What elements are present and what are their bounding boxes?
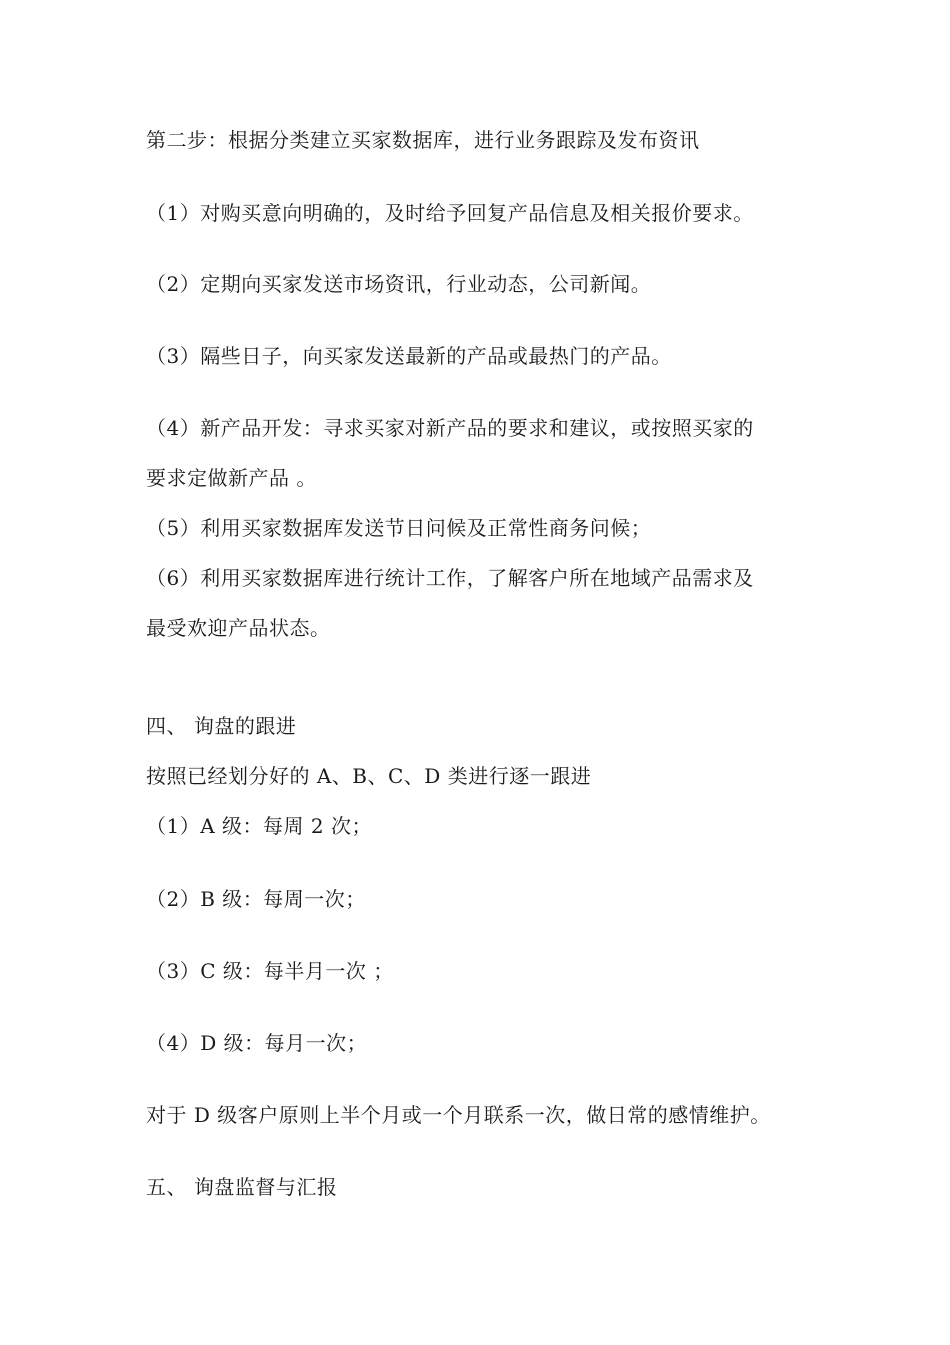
grade-d-note: 对于 D 级客户原则上半个月或一个月联系一次，做日常的感情维护。 [146,1103,771,1127]
section-four-heading: 四、 询盘的跟进 [146,714,297,738]
section-five-heading: 五、 询盘监督与汇报 [146,1175,338,1199]
grade-c-item: （3）C 级：每半月一次 ； [146,959,394,983]
grade-a-item: （1）A 级：每周 2 次； [146,814,372,838]
list-item-1: （1）对购买意向明确的，及时给予回复产品信息及相关报价要求。 [146,201,754,225]
list-item-5: （5）利用买家数据库发送节日问候及正常性商务问候； [146,516,652,540]
list-item-3: （3）隔些日子，向买家发送最新的产品或最热门的产品。 [146,344,672,368]
list-item-4: （4）新产品开发：寻求买家对新产品的要求和建议，或按照买家的 [146,416,754,440]
follow-up-intro: 按照已经划分好的 A、B、C、D 类进行逐一跟进 [146,764,592,788]
grade-d-item: （4）D 级：每月一次； [146,1031,368,1055]
grade-b-item: （2）B 级：每周一次； [146,887,366,911]
list-item-2: （2）定期向买家发送市场资讯，行业动态，公司新闻。 [146,272,652,296]
list-item-6: （6）利用买家数据库进行统计工作，了解客户所在地域产品需求及 [146,566,754,590]
step-two-heading: 第二步：根据分类建立买家数据库，进行业务跟踪及发布资讯 [146,128,700,152]
list-item-4-continued: 要求定做新产品 。 [146,466,317,490]
list-item-6-continued: 最受欢迎产品状态。 [146,616,331,640]
